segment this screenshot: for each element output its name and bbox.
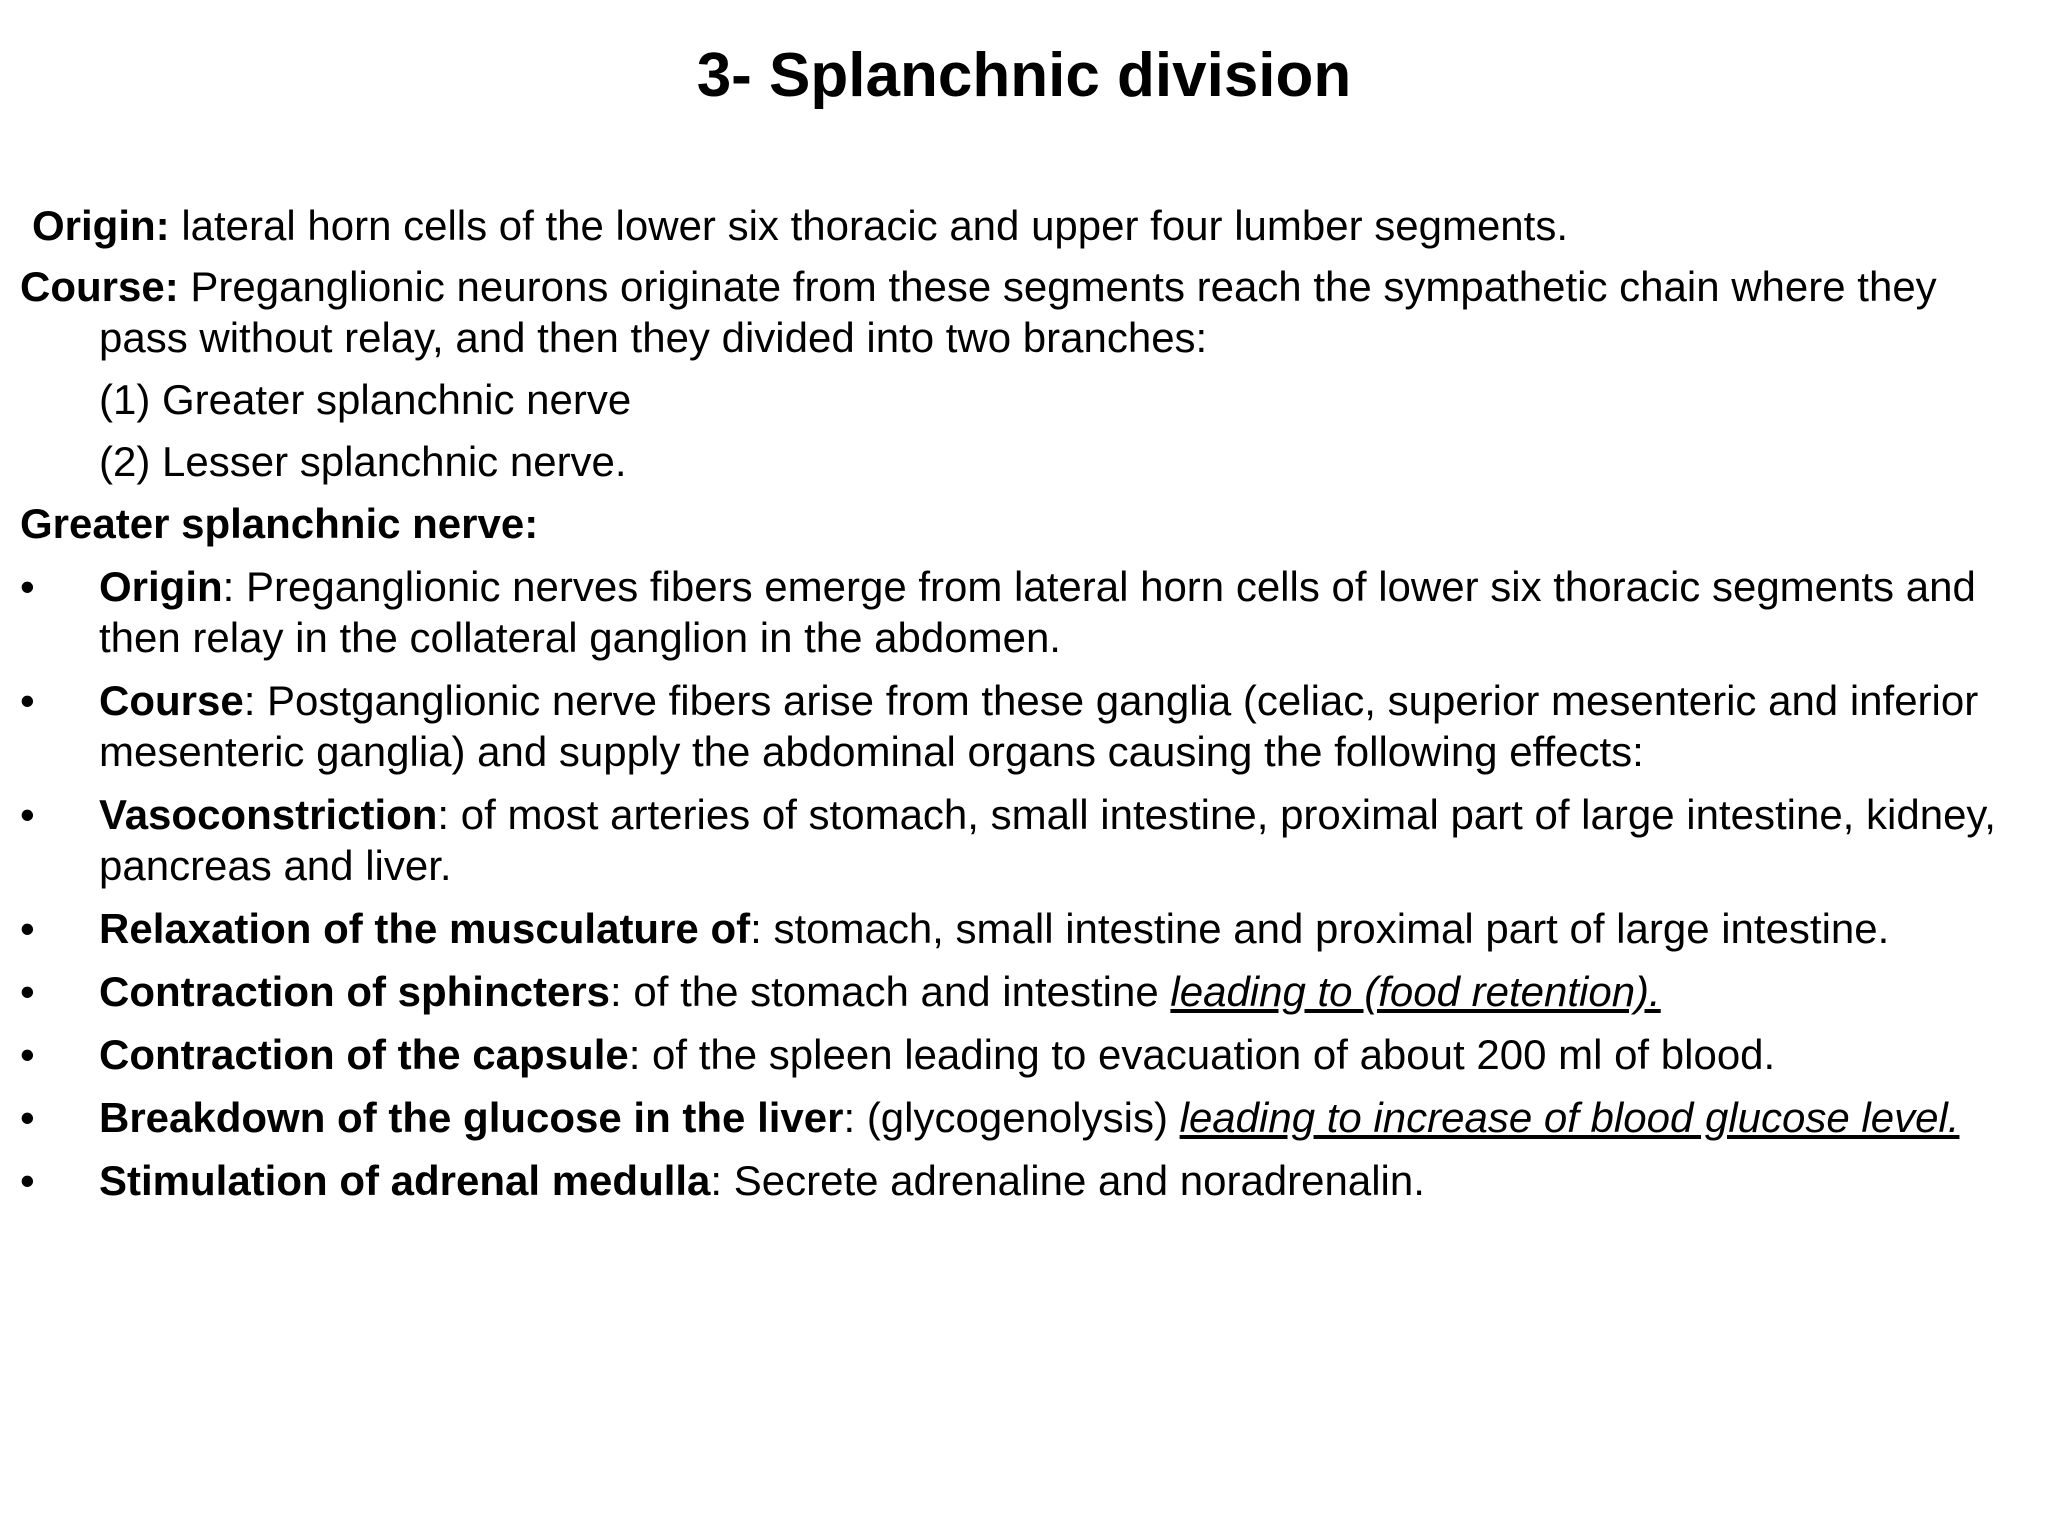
greater-splanchnic-heading bbox=[20, 498, 2030, 549]
branch-item-lesser: (2) Lesser splanchnic nerve. bbox=[99, 438, 627, 485]
bullet-icon: • bbox=[20, 563, 35, 610]
course-text: Preganglionic neurons originate from these segments reach the sympathetic chain where they pass without relay, and then they divided into two branches: bbox=[99, 263, 1937, 361]
list-item bbox=[20, 1029, 2030, 1080]
list-item bbox=[20, 966, 2030, 1017]
bullet-label: Contraction of the capsule bbox=[99, 1031, 629, 1078]
bullet-emphasis: leading to increase of blood glucose level. bbox=[1179, 1094, 1960, 1141]
bullet-text: : stomach, small intestine and proximal part of large intestine. bbox=[750, 905, 1890, 952]
course-label: Course: bbox=[20, 263, 179, 310]
slide-body bbox=[20, 200, 2030, 1206]
bullet-icon: • bbox=[20, 968, 35, 1015]
bullet-text: : Postganglionic nerve fibers arise from these ganglia (celiac, superior mesenteric and inferior mesenteric ganglia) and supply the abdominal organs causing the following effects: bbox=[99, 677, 1979, 775]
bullet-label: Origin bbox=[99, 563, 223, 610]
bullet-text: : of most arteries of stomach, small intestine, proximal part of large intestine, kidney, pancreas and liver. bbox=[99, 791, 1996, 889]
bullet-label: Course bbox=[99, 677, 244, 724]
list-item bbox=[20, 561, 2030, 663]
bullet-icon: • bbox=[20, 677, 35, 724]
bullet-label: Breakdown of the glucose in the liver bbox=[99, 1094, 844, 1141]
bullet-text: : (glycogenolysis) bbox=[843, 1094, 1180, 1141]
origin-label: Origin: bbox=[32, 202, 170, 249]
list-item bbox=[20, 789, 2030, 891]
bullet-icon: • bbox=[20, 1094, 35, 1141]
bullet-text: : Secrete adrenaline and noradrenalin. bbox=[710, 1157, 1425, 1204]
bullet-text: : of the stomach and intestine bbox=[610, 968, 1171, 1015]
bullet-icon: • bbox=[20, 1031, 35, 1078]
bullet-icon: • bbox=[20, 905, 35, 952]
bullet-label: Stimulation of adrenal medulla bbox=[99, 1157, 711, 1204]
bullet-label: Contraction of sphincters bbox=[99, 968, 611, 1015]
origin-paragraph bbox=[20, 200, 2030, 251]
bullet-text: : of the spleen leading to evacuation of about 200 ml of blood. bbox=[628, 1031, 1776, 1078]
bullet-icon: • bbox=[20, 791, 35, 838]
bullet-text: : Preganglionic nerves fibers emerge from lateral horn cells of lower six thoracic segments and then relay in the collateral ganglion in the abdomen. bbox=[99, 563, 1976, 661]
bullet-icon: • bbox=[20, 1157, 35, 1204]
list-item bbox=[20, 1155, 2030, 1206]
list-item bbox=[20, 675, 2030, 777]
bullet-label: Relaxation of the musculature of bbox=[99, 905, 751, 952]
greater-splanchnic-heading-text: Greater splanchnic nerve: bbox=[20, 500, 539, 547]
list-item bbox=[20, 903, 2030, 954]
slide-title: 3- Splanchnic division bbox=[696, 41, 1352, 110]
list-item bbox=[20, 1092, 2030, 1143]
origin-text: lateral horn cells of the lower six thoracic and upper four lumber segments. bbox=[169, 202, 1569, 249]
course-paragraph bbox=[20, 261, 2030, 363]
effects-list bbox=[20, 561, 2030, 1206]
bullet-label: Vasoconstriction bbox=[99, 791, 438, 838]
branch-item-greater: (1) Greater splanchnic nerve bbox=[99, 376, 632, 423]
bullet-emphasis: leading to (food retention). bbox=[1170, 968, 1661, 1015]
